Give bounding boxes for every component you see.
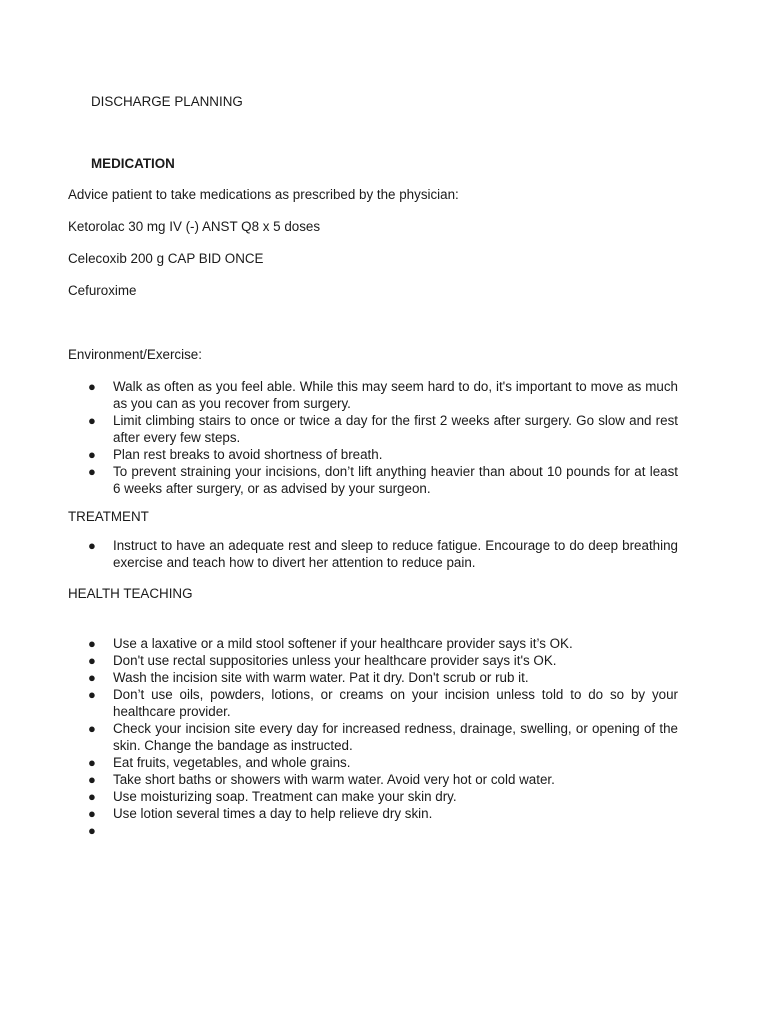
treatment-list	[68, 537, 678, 571]
bullet-icon: ●	[88, 772, 96, 787]
list-item-text: Don’t use oils, powders, lotions, or creams on your incision unless told to do so by your healthcare provider.	[113, 687, 678, 719]
list-item-text: To prevent straining your incisions, don’t lift anything heavier than about 10 pounds for at least 6 weeks after surgery, or as advised by your surgeon.	[113, 464, 678, 496]
medication-intro: Advice patient to take medications as prescribed by the physician:	[68, 187, 459, 202]
list-item	[68, 446, 678, 463]
bullet-icon: ●	[88, 755, 96, 770]
environment-heading: Environment/Exercise:	[68, 347, 202, 362]
list-item-text: Plan rest breaks to avoid shortness of breath.	[113, 447, 383, 462]
list-item-text	[113, 822, 678, 839]
bullet-icon: ●	[88, 538, 96, 553]
list-item	[68, 771, 678, 788]
list-item-text: Limit climbing stairs to once or twice a day for the first 2 weeks after surgery. Go slow and rest after every few steps.	[113, 413, 678, 445]
bullet-icon: ●	[88, 413, 96, 428]
list-item-text: Take short baths or showers with warm water. Avoid very hot or cold water.	[113, 772, 555, 787]
list-item	[68, 652, 678, 669]
list-item-text: Use a laxative or a mild stool softener if your healthcare provider says it’s OK.	[113, 636, 573, 651]
list-item-text: Eat fruits, vegetables, and whole grains.	[113, 755, 351, 770]
document-title: DISCHARGE PLANNING	[91, 94, 243, 109]
list-item	[68, 720, 678, 754]
medication-drug-cefuroxime: Cefuroxime	[68, 283, 137, 298]
treatment-heading: TREATMENT	[68, 509, 149, 524]
list-item	[68, 686, 678, 720]
list-item	[68, 669, 678, 686]
list-item-text: Use lotion several times a day to help relieve dry skin.	[113, 806, 433, 821]
environment-list	[68, 378, 678, 497]
bullet-icon: ●	[88, 653, 96, 668]
list-item-text: Walk as often as you feel able. While this may seem hard to do, it's important to move as much as you can as you recover from surgery.	[113, 379, 678, 411]
health-teaching-list	[68, 635, 678, 839]
list-item-text: Don't use rectal suppositories unless your healthcare provider says it's OK.	[113, 653, 557, 668]
list-item-text: Instruct to have an adequate rest and sleep to reduce fatigue. Encourage to do deep breathing exercise and teach how to divert her attention to reduce pain.	[113, 538, 678, 570]
medication-heading: MEDICATION	[91, 156, 175, 171]
bullet-icon: ●	[88, 447, 96, 462]
list-item	[68, 463, 678, 497]
bullet-icon: ●	[88, 789, 96, 804]
list-item	[68, 537, 678, 571]
bullet-icon: ●	[88, 823, 96, 838]
bullet-icon: ●	[88, 636, 96, 651]
bullet-icon: ●	[88, 687, 96, 702]
medication-drug-ketorolac: Ketorolac 30 mg IV (-) ANST Q8 x 5 doses	[68, 219, 321, 234]
list-item-text: Use moisturizing soap. Treatment can make your skin dry.	[113, 789, 457, 804]
bullet-icon: ●	[88, 464, 96, 479]
bullet-icon: ●	[88, 379, 96, 394]
list-item	[68, 412, 678, 446]
list-item-text: Wash the incision site with warm water. Pat it dry. Don't scrub or rub it.	[113, 670, 529, 685]
list-item-text: Check your incision site every day for increased redness, drainage, swelling, or opening of the skin. Change the bandage as instructed.	[113, 721, 678, 753]
list-item	[68, 788, 678, 805]
list-item	[68, 378, 678, 412]
list-item	[68, 635, 678, 652]
health-teaching-heading: HEALTH TEACHING	[68, 586, 193, 601]
list-item	[68, 822, 678, 839]
list-item	[68, 805, 678, 822]
bullet-icon: ●	[88, 670, 96, 685]
bullet-icon: ●	[88, 721, 96, 736]
medication-drug-celecoxib: Celecoxib 200 g CAP BID ONCE	[68, 251, 264, 266]
bullet-icon: ●	[88, 806, 96, 821]
list-item	[68, 754, 678, 771]
